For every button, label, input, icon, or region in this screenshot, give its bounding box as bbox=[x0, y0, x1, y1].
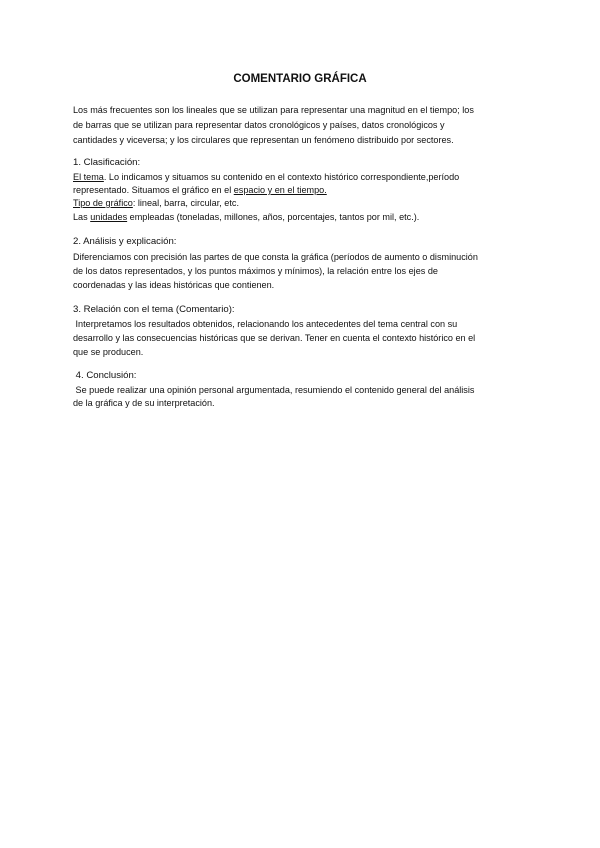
section-heading: 2. Análisis y explicación: bbox=[73, 236, 177, 247]
section-heading: 4. Conclusión: bbox=[73, 370, 137, 381]
text-line bbox=[73, 197, 239, 209]
text-line bbox=[73, 211, 419, 223]
text-line: Diferenciamos con precisión las partes de que consta la gráfica (períodos de aumento o disminución bbox=[73, 252, 478, 262]
text-line bbox=[73, 184, 327, 196]
text-line: coordenadas y las ideas históricas que contienen. bbox=[73, 280, 275, 290]
text-line: que se producen. bbox=[73, 347, 144, 357]
underlined-term: unidades bbox=[90, 212, 128, 222]
text: : lineal, barra, circular, etc. bbox=[132, 198, 239, 208]
underlined-term: Tipo de gráfico bbox=[73, 198, 133, 208]
text-line: Interpretamos los resultados obtenidos, relacionando los antecedentes del tema central con su bbox=[73, 319, 458, 329]
section-heading: 1. Clasificación: bbox=[73, 157, 141, 168]
underlined-term: espacio y en el tiempo. bbox=[233, 185, 327, 195]
text: empleadas (toneladas, millones, años, porcentajes, tantos por mil, etc.). bbox=[127, 212, 420, 222]
text-line: de barras que se utilizan para representar datos cronológicos y países, datos cronológicos y bbox=[73, 120, 445, 130]
text-line bbox=[73, 171, 459, 183]
underlined-term: El tema bbox=[73, 172, 104, 182]
text: . Lo indicamos y situamos su contenido en el contexto histórico correspondiente,período bbox=[103, 172, 460, 182]
page-title: COMENTARIO GRÁFICA bbox=[233, 73, 367, 85]
text-line: de la gráfica y de su interpretación. bbox=[73, 398, 215, 408]
text-line: Los más frecuentes son los lineales que se utilizan para representar una magnitud en el tiempo; los bbox=[73, 105, 474, 115]
text-line: cantidades y viceversa; y los circulares que representan un fenómeno distribuido por sectores. bbox=[73, 135, 454, 145]
text-line: desarrollo y las consecuencias históricas que se derivan. Tener en cuenta el contexto histórico en el bbox=[73, 333, 476, 343]
text-line: Se puede realizar una opinión personal argumentada, resumiendo el contenido general del análisis bbox=[73, 385, 475, 395]
text: Las bbox=[73, 212, 91, 222]
text-line: de los datos representados, y los puntos máximos y mínimos), la relación entre los ejes de bbox=[73, 266, 438, 276]
section-heading: 3. Relación con el tema (Comentario): bbox=[73, 304, 235, 315]
text: representado. Situamos el gráfico en el bbox=[73, 185, 234, 195]
